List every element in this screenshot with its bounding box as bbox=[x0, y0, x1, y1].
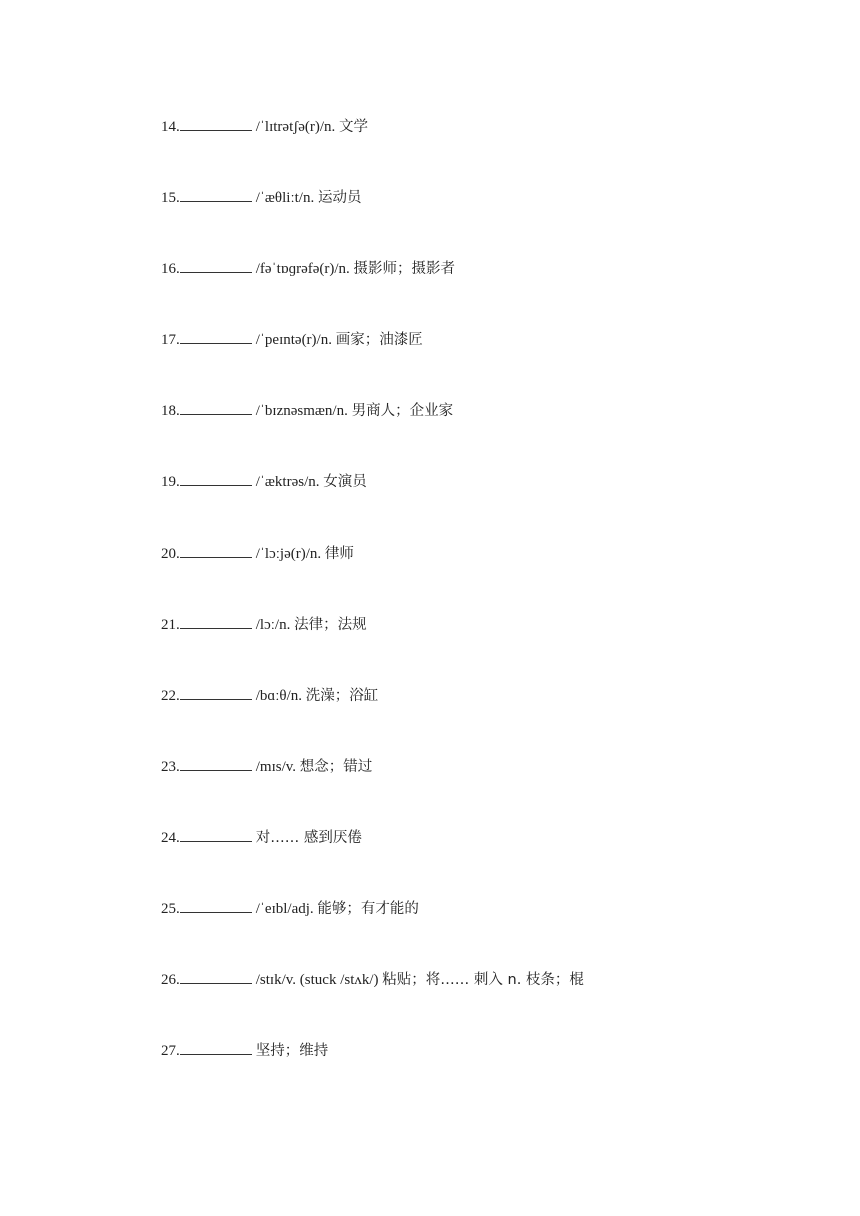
answer-blank[interactable] bbox=[180, 970, 252, 984]
answer-blank[interactable] bbox=[180, 401, 252, 415]
item-phonetic: /bɑːθ/n. bbox=[255, 687, 303, 704]
item-phonetic: /ˈæθliːt/n. bbox=[255, 190, 315, 207]
vocab-item bbox=[161, 615, 584, 686]
item-meaning: 对…… 感到厌倦 bbox=[255, 829, 362, 846]
answer-blank[interactable] bbox=[180, 544, 252, 558]
item-number: 14. bbox=[161, 119, 180, 135]
answer-blank[interactable] bbox=[180, 330, 252, 344]
item-meaning: 摄影师；摄影者 bbox=[353, 261, 456, 278]
answer-blank[interactable] bbox=[180, 828, 252, 842]
item-phonetic: /ˈlɪtrətʃə(r)/n. bbox=[255, 119, 336, 135]
item-number: 18. bbox=[161, 403, 180, 420]
vocab-item bbox=[161, 686, 584, 757]
item-meaning: 运动员 bbox=[317, 190, 362, 207]
item-number: 15. bbox=[161, 190, 180, 207]
item-number: 22. bbox=[161, 687, 180, 704]
item-phonetic: /ˈeɪbl/adj. bbox=[255, 901, 314, 918]
vocabulary-list bbox=[161, 117, 584, 1112]
item-number: 24. bbox=[161, 829, 180, 846]
item-number: 23. bbox=[161, 758, 180, 775]
item-meaning: 能够；有才能的 bbox=[317, 901, 419, 918]
item-phonetic: /lɔː/n. bbox=[255, 616, 291, 633]
item-phonetic: /ˈbɪznəsmæn/n. bbox=[255, 403, 348, 420]
item-phonetic: /fəˈtɒɡrəfə(r)/n. bbox=[255, 261, 350, 278]
item-meaning: 法律；法规 bbox=[294, 616, 367, 633]
vocab-item bbox=[161, 899, 584, 970]
vocab-item bbox=[161, 330, 584, 401]
item-phonetic: /stɪk/v. (stuck /stʌk/) bbox=[255, 972, 379, 989]
item-meaning: 坚持；维持 bbox=[255, 1043, 329, 1060]
item-number: 27. bbox=[161, 1043, 180, 1060]
item-meaning: 想念；错过 bbox=[299, 758, 373, 775]
item-meaning: 律师 bbox=[324, 545, 354, 562]
answer-blank[interactable] bbox=[180, 1041, 252, 1055]
vocab-item bbox=[161, 401, 584, 472]
item-phonetic: /ˈæktrəs/n. bbox=[255, 474, 320, 491]
item-number: 25. bbox=[161, 901, 180, 918]
vocab-item bbox=[161, 970, 584, 1041]
vocab-item bbox=[161, 259, 584, 330]
item-phonetic: /ˈlɔːjə(r)/n. bbox=[255, 545, 322, 562]
item-number: 16. bbox=[161, 261, 180, 278]
item-phonetic: /mɪs/v. bbox=[255, 758, 297, 775]
item-number: 17. bbox=[161, 332, 180, 349]
vocab-item bbox=[161, 1041, 584, 1112]
item-number: 19. bbox=[161, 474, 180, 491]
answer-blank[interactable] bbox=[180, 615, 252, 629]
answer-blank[interactable] bbox=[180, 117, 252, 131]
item-meaning: 男商人；企业家 bbox=[351, 403, 454, 420]
item-number: 20. bbox=[161, 545, 180, 562]
item-meaning: 洗澡；浴缸 bbox=[305, 687, 379, 704]
vocab-item bbox=[161, 188, 584, 259]
item-meaning: 粘贴；将…… 刺入 n. 枝条；棍 bbox=[382, 972, 584, 989]
item-meaning: 文学 bbox=[339, 119, 369, 135]
item-number: 21. bbox=[161, 616, 180, 633]
item-phonetic: /ˈpeɪntə(r)/n. bbox=[255, 332, 332, 349]
answer-blank[interactable] bbox=[180, 188, 252, 202]
answer-blank[interactable] bbox=[180, 757, 252, 771]
item-number: 26. bbox=[161, 972, 180, 989]
answer-blank[interactable] bbox=[180, 899, 252, 913]
vocab-item bbox=[161, 544, 584, 615]
item-meaning: 画家；油漆匠 bbox=[335, 332, 423, 349]
vocab-item bbox=[161, 828, 584, 899]
answer-blank[interactable] bbox=[180, 686, 252, 700]
vocab-item bbox=[161, 757, 584, 828]
vocab-item bbox=[161, 117, 584, 188]
answer-blank[interactable] bbox=[180, 472, 252, 486]
item-meaning: 女演员 bbox=[323, 474, 367, 491]
answer-blank[interactable] bbox=[180, 259, 252, 273]
vocab-item bbox=[161, 472, 584, 543]
